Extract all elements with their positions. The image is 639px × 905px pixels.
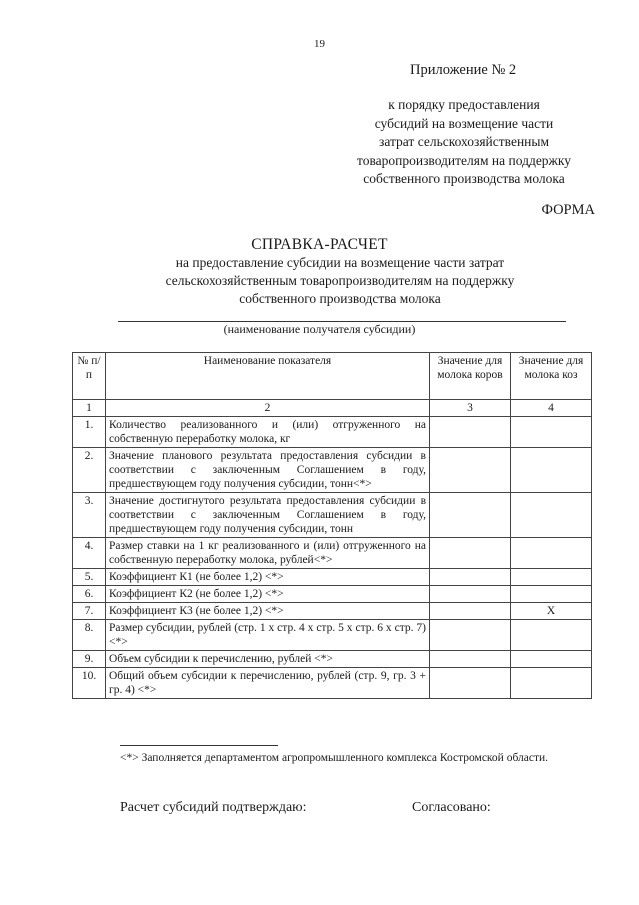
index-cell: 2 xyxy=(106,400,430,417)
row-number: 8. xyxy=(73,620,106,651)
row-cows-value xyxy=(430,448,511,493)
table-row xyxy=(73,538,592,569)
row-number: 9. xyxy=(73,651,106,668)
appendix-line: к порядку предоставления xyxy=(388,97,540,112)
table-row xyxy=(73,417,592,448)
row-number: 7. xyxy=(73,603,106,620)
row-cows-value xyxy=(430,586,511,603)
row-indicator: Коэффициент К3 (не более 1,2) <*> xyxy=(106,603,430,620)
row-number: 10. xyxy=(73,668,106,699)
subtitle-line: на предоставление субсидии на возмещение части затрат xyxy=(175,255,505,270)
document-title: СПРАВКА-РАСЧЕТ xyxy=(251,236,388,253)
header-goats: Значение для молока коз xyxy=(511,353,592,400)
footnote: <*> Заполняется департаментом агропромышленного комплекса Костромской области. xyxy=(120,752,549,764)
row-number: 6. xyxy=(73,586,106,603)
table-row xyxy=(73,651,592,668)
appendix-line: затрат сельскохозяйственным xyxy=(378,134,550,149)
recipient-caption: (наименование получателя субсидии) xyxy=(223,322,416,336)
table-row xyxy=(73,569,592,586)
row-indicator: Коэффициент К1 (не более 1,2) <*> xyxy=(106,569,430,586)
table-index-row xyxy=(73,400,592,417)
table-row xyxy=(73,448,592,493)
row-number: 2. xyxy=(73,448,106,493)
page-number: 19 xyxy=(314,38,325,50)
row-number: 1. xyxy=(73,417,106,448)
document-subtitle xyxy=(120,254,560,308)
subsidy-calculation-table xyxy=(72,352,592,699)
subtitle-line: сельскохозяйственным товаропроизводителям на поддержку xyxy=(165,273,515,288)
row-indicator: Коэффициент К2 (не более 1,2) <*> xyxy=(106,586,430,603)
row-goats-value xyxy=(511,620,592,651)
row-cows-value xyxy=(430,417,511,448)
row-cows-value xyxy=(430,620,511,651)
row-cows-value xyxy=(430,651,511,668)
appendix-line: субсидий на возмещение части xyxy=(374,115,554,131)
row-goats-value xyxy=(511,668,592,699)
row-indicator: Количество реализованного и (или) отгруженного на собственную переработку молока, кг xyxy=(106,417,430,448)
row-indicator: Размер субсидии, рублей (стр. 1 х стр. 4 х стр. 5 х стр. 6 х стр. 7) <*> xyxy=(106,620,430,651)
subtitle-line: собственного производства молока xyxy=(239,291,441,306)
index-cell: 3 xyxy=(430,400,511,417)
row-cows-value xyxy=(430,493,511,538)
appendix-line: товаропроизводителям на поддержку xyxy=(356,152,572,168)
table-row xyxy=(73,586,592,603)
row-cows-value xyxy=(430,538,511,569)
confirm-signature-label: Расчет субсидий подтверждаю: xyxy=(120,800,307,815)
agreed-signature-label: Согласовано: xyxy=(412,800,491,815)
appendix-description xyxy=(330,96,598,189)
row-indicator: Общий объем субсидии к перечислению, рублей (стр. 9, гр. 3 + гр. 4) <*> xyxy=(106,668,430,699)
index-cell: 1 xyxy=(73,400,106,417)
row-indicator: Значение достигнутого результата предоставления субсидии в соответствии с заключенным Соглашением в году, предшествующем году получения субсидии, тонн xyxy=(106,493,430,538)
row-indicator: Значение планового результата предоставления субсидии в соответствии с заключенным Соглашением в году, предшествующем году получения субсидии, тонн<*> xyxy=(106,448,430,493)
row-goats-value: X xyxy=(511,603,592,620)
row-indicator: Объем субсидии к перечислению, рублей <*> xyxy=(106,651,430,668)
header-number: № п/п xyxy=(73,353,106,400)
form-label: ФОРМА xyxy=(541,202,595,218)
row-number: 5. xyxy=(73,569,106,586)
row-goats-value xyxy=(511,448,592,493)
footnote-separator xyxy=(120,745,278,746)
row-number: 4. xyxy=(73,538,106,569)
row-goats-value xyxy=(511,569,592,586)
index-cell: 4 xyxy=(511,400,592,417)
appendix-line: собственного производства молока xyxy=(363,171,565,186)
row-goats-value xyxy=(511,586,592,603)
row-cows-value xyxy=(430,603,511,620)
row-goats-value xyxy=(511,417,592,448)
table-row xyxy=(73,493,592,538)
row-cows-value xyxy=(430,668,511,699)
table-row xyxy=(73,620,592,651)
row-goats-value xyxy=(511,493,592,538)
table-row xyxy=(73,668,592,699)
header-indicator: Наименование показателя xyxy=(106,353,430,400)
row-indicator: Размер ставки на 1 кг реализованного и (или) отгруженного на собственную переработку молока, рублей<*> xyxy=(106,538,430,569)
table-header-row xyxy=(73,353,592,400)
row-goats-value xyxy=(511,651,592,668)
row-number: 3. xyxy=(73,493,106,538)
row-cows-value xyxy=(430,569,511,586)
table-row xyxy=(73,603,592,620)
appendix-title: Приложение № 2 xyxy=(410,62,517,78)
row-goats-value xyxy=(511,538,592,569)
header-cows: Значение для молока коров xyxy=(430,353,511,400)
